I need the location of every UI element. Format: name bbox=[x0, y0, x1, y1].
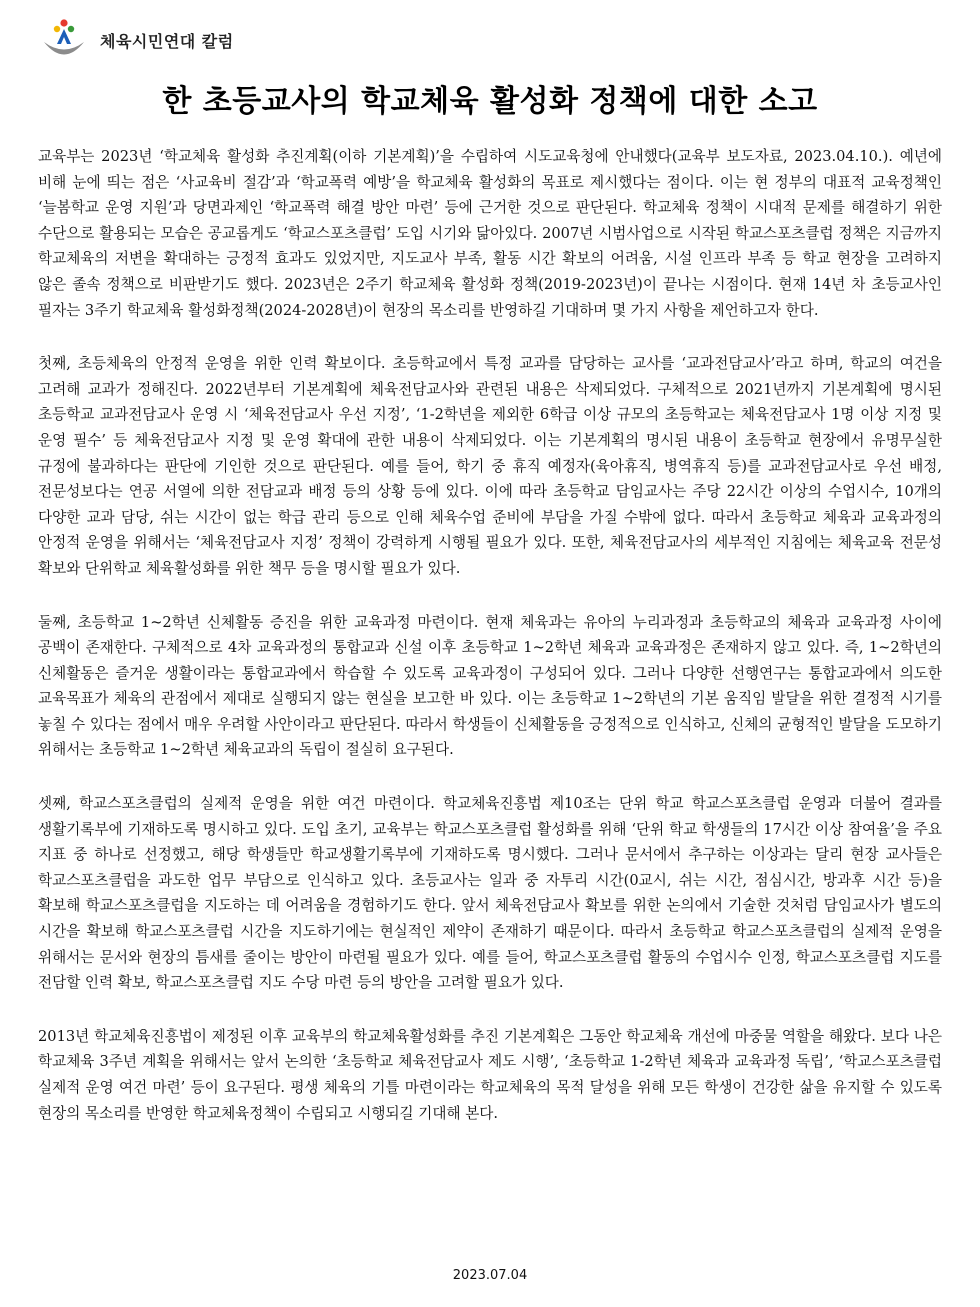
column-title: 한 초등교사의 학교체육 활성화 정책에 대한 소고 bbox=[162, 84, 818, 119]
organization-name: 체육시민연대 칼럼 bbox=[100, 31, 234, 51]
paragraph-first-proposal: 첫째, 초등체육의 안정적 운영을 위한 인력 확보이다. 초등학교에서 특정 교과를 담당하는 교사를 ‘교과전담교사’라고 하며, 학교의 여건을 고려해 교과가 정해진다. 2022년부터 기본계획에 체육전담교사와 관련된 내용은 삭제되었다. 구체적으로 2021년까지 기본계획에 명시된 초등학교 교과전담교사 운영 시 ‘체육전담교사 우선 지정’, ‘1-2학년을 제외한 6학급 이상 규모의 초등학교는 체육전담교사 1명 이상 지정 및 운영 필수’ 등 체육전담교사 지정 및 운영 확대에 관한 내용이 삭제되었다. 이는 기본계획의 명시된 내용이 초등학교 현장에서 유명무실한 규정에 불과하다는 판단에 기인한 것으로 판단된다. 예를 들어, 학기 중 휴직 예정자(육아휴직, 병역휴직 등)를 교과전담교사로 우선 배정, 전문성보다는 연공 서열에 의한 전담교과 배정 등의 상황 등에 있다. 이에 따라 초등학교 담임교사는 주당 22시간 이상의 수업시수, 10개의 다양한 교과 담당, 쉬는 시간이 없는 학급 관리 등으로 인해 체육수업 준비에 부담을 가질 수밖에 없다. 따라서 초등학교 체육과 교육과정의 안정적 운영을 위해서는 ‘체육전담교사 지정’ 정책이 강력하게 시행될 필요가 있다. 또한, 체육전담교사의 세부적인 지침에는 체육교육 전문성 확보와 단위학교 체육활성화를 위한 책무 등을 명시할 필요가 있다. bbox=[38, 355, 942, 577]
paragraph-intro: 교육부는 2023년 ‘학교체육 활성화 추진계획(이하 기본계획)’을 수립하여 시도교육청에 안내했다(교육부 보도자료, 2023.04.10.). 예년에 비해 눈에 띄는 점은 ‘사교육비 절감’과 ‘학교폭력 예방’을 학교체육 활성화의 목표로 제시했다는 점이다. 이는 현 정부의 대표적 교육정책인 ‘늘봄학교 운영 지원’과 당면과제인 ‘학교폭력 해결 방안 마련’ 등에 근거한 것으로 판단된다. 학교체육 정책이 시대적 문제를 해결하기 위한 수단으로 활용되는 모습은 공교롭게도 ‘학교스포츠클럽’ 도입 시기와 닮아있다. 2007년 시범사업으로 시작된 학교스포츠클럽 정책은 지금까지 학교체육의 저변을 확대하는 긍정적 효과도 있었지만, 지도교사 부족, 활동 시간 확보의 어려움, 시설 인프라 부족 등 학교 현장을 고려하지 않은 졸속 정책으로 비판받기도 했다. 2023년은 2주기 학교체육 활성화 정책(2019-2023년)이 끝나는 시점이다. 현재 14년 차 초등교사인 필자는 3주기 학교체육 활성화정책(2024-2028년)이 현장의 목소리를 반영하길 기대하며 몇 가지 사항을 제언하고자 한다. bbox=[38, 148, 942, 319]
paragraph-third-proposal: 셋째, 학교스포츠클럽의 실제적 운영을 위한 여건 마련이다. 학교체육진흥법 제10조는 단위 학교 학교스포츠클럽 운영과 더불어 결과를 생활기록부에 기재하도록 명시하고 있다. 도입 초기, 교육부는 학교스포츠클럽 활성화를 위해 ‘단위 학교 학생들의 17시간 이상 참여율’을 주요 지표 중 하나로 선정했고, 해당 학생들만 학교생활기록부에 기재하도록 명시했다. 그러나 문서에서 추구하는 이상과는 달리 현장 교사들은 학교스포츠클럽을 과도한 업무 부담으로 인식하고 있다. 초등교사는 일과 중 자투리 시간(0교시, 쉬는 시간, 점심시간, 방과후 시간 등)을 확보해 학교스포츠클럽을 지도하는 데 어려움을 경험하기도 한다. 앞서 체육전담교사 확보를 위한 논의에서 기술한 것처럼 담임교사가 별도의 시간을 확보해 학교스포츠클럽 시간을 지도하기에는 현실적인 제약이 존재하기 때문이다. 따라서 초등학교 학교스포츠클럽의 실제적 운영을 위해서는 문서와 현장의 틈새를 줄이는 방안이 마련될 필요가 있다. 예를 들어, 학교스포츠클럽 활동의 수업시수 인정, 학교스포츠클럽 지도를 전담할 인력 확보, 학교스포츠클럽 지도 수당 마련 등의 방안을 고려할 필요가 있다. bbox=[38, 795, 942, 992]
paragraph-conclusion: 2013년 학교체육진흥법이 제정된 이후 교육부의 학교체육활성화를 추진 기본계획은 그동안 학교체육 개선에 마중물 역할을 해왔다. 보다 나은 학교체육 3주년 계획을 위해서는 앞서 논의한 ‘초등학교 체육전담교사 제도 시행’, ‘초등학교 1-2학년 체육과 교육과정 독립’, ‘학교스포츠클럽 실제적 운영 여건 마련’ 등이 요구된다. 평생 체육의 기틀 마련이라는 학교체육의 목적 달성을 위해 모든 학생이 건강한 삶을 유지할 수 있도록 현장의 목소리를 반영한 학교체육정책이 수립되고 시행되길 기대해 본다. bbox=[38, 1027, 942, 1122]
organization-logo-icon bbox=[38, 17, 90, 63]
column-header bbox=[38, 16, 234, 64]
paragraph-second-proposal: 둘째, 초등학교 1~2학년 신체활동 증진을 위한 교육과정 마련이다. 현재 체육과는 유아의 누리과정과 초등학교의 체육과 교육과정 사이에 공백이 존재한다. 구체적으로 4차 교육과정의 통합교과 신설 이후 초등학교 1~2학년 체육과 교육과정은 존재하지 않고 있다. 즉, 1~2학년의 신체활동은 즐거운 생활이라는 통합교과에서 학습할 수 있도록 교육과정이 구성되어 있다. 그러나 다양한 선행연구는 통합교과에서 의도한 교육목표가 체육의 관점에서 제대로 실행되지 않는 현실을 보고한 바 있다. 이는 초등학교 1~2학년의 기본 움직임 발달을 위한 결정적 시기를 놓칠 수 있다는 점에서 매우 우려할 사안이라고 판단된다. 따라서 학생들이 신체활동을 긍정적으로 인식하고, 신체의 균형적인 발달을 도모하기 위해서는 초등학교 1~2학년 체육교과의 독립이 절실히 요구된다. bbox=[38, 613, 942, 759]
column-body bbox=[38, 144, 942, 1154]
publication-date: 2023.07.04 bbox=[452, 1268, 528, 1283]
